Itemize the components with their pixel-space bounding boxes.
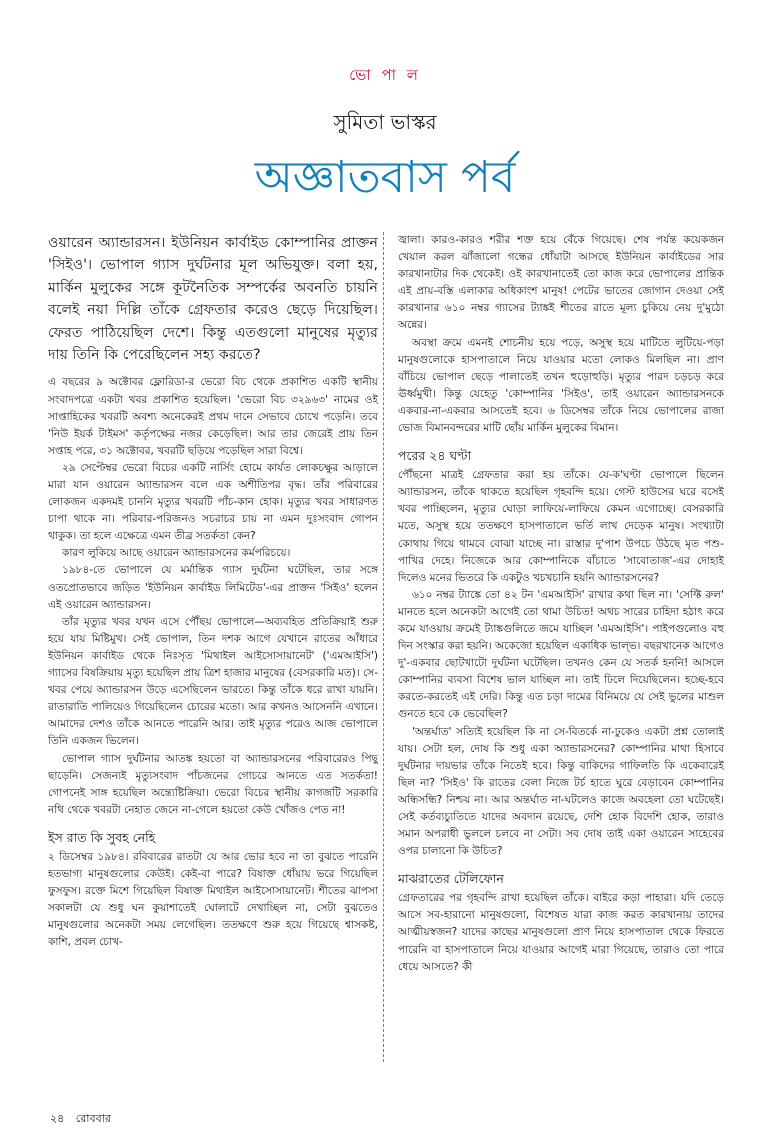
article-column-left [48,232,378,1088]
body-paragraph: গ্রেফতারের পর গৃহবন্দি রাখা হয়েছিল তাঁকে। বাইরে কড়া পাহারা। যদি তেড়ে আসে সব-হারানো মানুষগুলো, বিশেষত যারা কাজ করত কারখানায় তাদের আত্মীয়স্বজন? যাদের কাছের মানুষগুলো প্রাণ নিয়ে হাসপাতাল থেকে ফিরতে পারেনি বা হাসপাতালে নিয়ে যাওয়ার আগেই মারা গিয়েছে, তারাও তো পারে ধেয়ে আসতে? কী [398,892,724,973]
body-paragraph: এ বছরের ৯ অক্টোবর ফ্লোরিডা-র ভেরো বিচ থেকে প্রকাশিত একটি স্থানীয় সংবাদপত্রে একটা খবর প্রকাশিত হয়েছিল। 'ভেরো বিচ ৩২৯৬৩' নামের ওই সাপ্তাহিকের খবরটি অবশ্য অনেকেরই প্রথম দানে সেভাবে চোখে পড়েনি। তবে 'নিউ ইয়র্ক টাইমস' কর্তৃপক্ষের নজর কেড়েছিল। আর তার জেরেই প্রায় তিন সপ্তাহ পরে, ৩১ অক্টোবর, খবরটি ছড়িয়ে পড়েছিল সারা বিশ্বে। [48,376,378,457]
magazine-name: রোববার [75,1112,111,1125]
subhead-next-24-hours: পরের ২৪ ঘণ্টা [398,448,472,464]
article-title: অজ্ঞাতবাস পর্ব [254,152,516,203]
body-paragraph: ১৯৮৪-তে ভোপালে যে মর্মান্তিক গ্যাস দুর্ঘটনা ঘটেছিল, তার সঙ্গে ওতপ্রোতভাবে জড়িত 'ইউনিয়ন কার্বাইড লিমিটেড'-এর প্রাক্তন 'সিইও' হলেন এই ওয়ারেন অ্যান্ডারসন। [48,564,378,611]
body-paragraph: ২ ডিসেম্বর ১৯৮৪। রবিবারের রাতটা যে আর ভোর হবে না তা বুঝতে পারেনি হতভাগ্য মানুষগুলোর কেউই। কেই-বা পারে? বিষাক্ত ধোঁয়ায় ভরে গিয়েছিল ফুসফুস। রক্তে মিশে গিয়েছিল বিষাক্ত মিথাইল আইসোসায়ানেট। শীতের ঝাপসা সকালটা যে শুধু ঘন কুয়াশাতেই ঘোলাটে দেখাচ্ছিল না, সেটা বুঝতেও মানুষগুলোর অনেকটা সময় লেগেছিল। ততক্ষণে শুরু হয়ে গিয়েছে শ্বাসকষ্ট, কাশি, প্রবল চোখ- [48,850,378,949]
section-label: ভো পা ল [349,66,421,84]
author-byline: সুমিতা ভাস্কর [333,110,437,134]
body-paragraph: ৬১০ নম্বর ট্যাঙ্কে তো ৪২ টন 'এমআইসি' রাখার কথা ছিল না। 'সেফ্টি রুল' মানতে হলে অনেকটা আগেই তো থামা উচিত! অথচ সারের চাহিদা হঠাৎ করে কমে যাওয়ায় ক্রমেই ট্যাঙ্কগুলিতে জমে যাচ্ছিল 'এমআইসি'। পাইপগুলোও বহু দিন সংস্কার করা হয়নি। অকেজো হয়েছিল একাধিক ভাল্ভ। বছরখানেক আগেও দু'-একবার ছোটখাটো দুর্ঘটনা ঘটেছিল। তখনও কেন যে সতর্ক হননি! আসলে কোম্পানির ব্যবসা বিশেষ ভাল যাচ্ছিল না। তাই ঢিলে দিয়েছিলেন। হচ্ছে-হবে করতে-করতেই এই দেরি। কিন্তু এত চড়া দামের বিনিময়ে যে সেই ভুলের মাশুল গুনতে হবে কে ভেবেছিল? [398,588,724,721]
body-paragraph: ভোপাল গ্যাস দুর্ঘটনার আতঙ্ক হয়তো বা অ্যান্ডারসনের পরিবারেরও পিছু ছাড়েনি। সেজন্যই মৃত্যুসংবাদ পাঁচজনের গোচরে আনতে এত সতর্কতা! গোপনেই সাঙ্গ হয়েছিল অন্ত্যেষ্টিক্রিয়া। ভেরো বিচের স্থানীয় কাগজটি সরকারি নথি থেকে খবরটা নেহাত জেনে না-গেলে হয়তো কেউ খোঁজও পেত না! [48,752,378,816]
subhead-midnight-telephone: মাঝরাতের টেলিফোন [398,871,504,887]
page-number: ২৪ [50,1112,65,1125]
body-paragraph: পৌঁছনো মাত্রই গ্রেফতার করা হয় তাঁকে। যে-ক'ঘণ্টা ভোপালে ছিলেন অ্যান্ডারসন, তাঁকে থাকতে হয়েছিল গৃহবন্দি হয়ে। গেস্ট হাউসের ঘরে বসেই খবর পাচ্ছিলেন, মৃত্যুর ঘোড়া লাফিয়ে-লাফিয়ে কেমন এগোচ্ছে। বেসরকারি মতে, অসুস্থ হয়ে ততক্ষণে হাসপাতালে ভর্তি লাখ দেড়েক মানুষ। সংখ্যাটা কোথায় গিয়ে থামবে বোঝা যাচ্ছে না। রাস্তার দু'পাশ উপচে উঠছে মৃত পশু-পাখির দেহে। নিজেকে আর কোম্পানিকে বাঁচাতে 'সাবোতাজ'-এর দোহাই দিলেও মনের ভিতরে কি একটুও খচখচানি হয়নি অ্যান্ডারসনের? [398,469,724,584]
body-paragraph: অবস্থা ক্রমে এমনই শোচনীয় হয়ে পড়ে, অসুস্থ হয়ে মাটিতে লুটিয়ে-পড়া মানুষগুলোকে হাসপাতালে নিয়ে যাওয়ার মতো লোকও মিলছিল না। প্রাণ বাঁচিয়ে ভোপাল ছেড়ে পালাতেই তখন হুড়োহুড়ি। মৃত্যুর পারদ চড়চড় করে ঊর্ধ্বমুখী। কিন্তু যেহেতু 'কোম্পানির 'সিইও', তাই ওয়ারেন অ্যান্ডারসনকে একবার-না-একবার আসতেই হবে। ৬ ডিসেম্বর তাঁকে নিয়ে ভোপালের রাজা ভোজ বিমানবন্দরের মাটি ছোঁয় মার্কিন মুলুকের বিমান। [398,336,724,435]
column-divider [383,232,384,1062]
body-paragraph: তাঁর মৃত্যুর খবর যখন এসে পৌঁছয় ভোপালে—অব্যবহিত প্রতিক্রিয়াই শুরু হয়ে যায় মিষ্টিমুখ। সেই ভোপাল, তিন দশক আগে যেখানে রাতের আঁধারে ইউনিয়ন কার্বাইড থেকে নিঃসৃত 'মিথাইল আইসোসায়ানেট' ('এমআইসি') গ্যাসের বিষক্রিয়ায় মৃত্যু হয়েছিল প্রায় ত্রিশ হাজার মানুষের (বেসরকারি মত)। সে-খবর পেয়ে অ্যান্ডারসন উড়ে এসেছিলেন ভারতে। কিন্তু তাঁকে ধরে রাখা যায়নি। রাতারাতি পালিয়েও গিয়েছিলেন চোরের মতো। আর কখনও আসেননি এখানে। আমাদের দেশও তাঁকে আনতে পারেনি আর। তাই মৃত্যুর পরেও আজ ভোপালে তিনি একজন ভিলেন। [48,615,378,748]
body-paragraph: কারণ লুকিয়ে আছে ওয়ারেন অ্যান্ডারসনের কর্মপরিচয়ে। [62,547,291,560]
subhead-ees-raat: ইস রাত কি সুবহ নেহি [48,829,156,845]
page-footer [50,1110,111,1129]
right-body-text-2 [398,467,724,860]
body-paragraph: 'অন্তর্ঘাত' সত্যিই হয়েছিল কি না সে-বিতর্কে না-ঢুকেও একটা প্রশ্ন তোলাই যায়। সেটা হল, দোষ কি শুধু একা অ্যান্ডারসনের? কোম্পানির মাথা হিসাবে দুর্ঘটনার দায়ভার তাঁকে নিতেই হবে। কিন্তু বাকিদের গাফিলতি কি একেবারেই ছিল না? 'সিইও' কি রাতের বেলা নিজে টর্চ হাতে ঘুরে বেড়াবেন কোম্পানির অন্ধিসন্ধি? নিশ্চয় না। আর অন্তর্ঘাত না-ঘটলেও কাজে অবহেলা তো ঘটেছেই। সেই কর্তব্যচ্যুতিতে যাদের অবদান রয়েছে, দেশি হোক বিদেশি হোক, তারাও সমান অপরাধী ভুললে চলবে না সেটা। সব দোষ তাই একা ওয়ারেন সাহেবের ওপর চালানো কি উচিত? [398,725,724,858]
article-column-right [398,232,724,1088]
left-body-text [48,374,378,818]
body-paragraph: ২৯ সেপ্টেম্বর ভেরো বিচের একটি নার্সিং হোমে কার্যত লোকচক্ষুর আড়ালে মারা যান ওয়ারেন অ্যান্ডারসন বলে এক অশীতিপর বৃদ্ধ। তাঁর পরিবারের লোকজন একদমই চাননি মৃত্যুর খবরটি পাঁচ-কান হোক। মৃত্যুর খবর সাধারণত চাপা থাকে না। পরিবার-পরিজনও সচরাচর চায় না এমন দুঃসংবাদ গোপন থাকুক। তা হলে এক্ষেত্রে এমন তীব্র সতর্কতা কেন? [48,461,378,543]
left-body-text-2 [48,849,378,952]
body-paragraph: জ্বালা। কারও-কারও শরীর শক্ত হয়ে বেঁকে গিয়েছে। শেষ পর্যন্ত কয়েকজন খেয়াল করল ঝাঁজালো গন্ধের ধোঁয়াটা আসছে ইউনিয়ন কার্বাইডের সার কারখানাটার দিক থেকেই। ওই কারখানাতেই তো কাজ করে ভোপালের প্রান্তিক এই প্রায়-বস্তি এলাকার অধিকাংশ মানুষ! পেটের ভাতের জোগান দেওয়া সেই কারখানার ৬১০ নম্বর গ্যাসের ট্যাঙ্কই শীতের রাতে মূল্য চুকিয়ে নেয় দু'মুঠো অন্নের। [398,234,724,332]
standfirst: ওয়ারেন অ্যান্ডারসন। ইউনিয়ন কার্বাইড কোম্পানির প্রাক্তন 'সিইও'। ভোপাল গ্যাস দুর্ঘটনার মূল অভিযুক্ত। বলা হয়, মার্কিন মুলুকের সঙ্গে কূটনৈতিক সম্পর্কের অবনতি চায়নি বলেই নয়া দিল্লি তাঁকে গ্রেফতার করেও ছেড়ে দিয়েছিল। ফেরত পাঠিয়েছিল দেশে। কিন্তু এতগুলো মানুষের মৃত্যুর দায় তিনি কি পেরেছিলেন সহ্য করতে? [48,235,378,364]
right-body-text [398,232,724,437]
right-body-text-3 [398,890,724,975]
